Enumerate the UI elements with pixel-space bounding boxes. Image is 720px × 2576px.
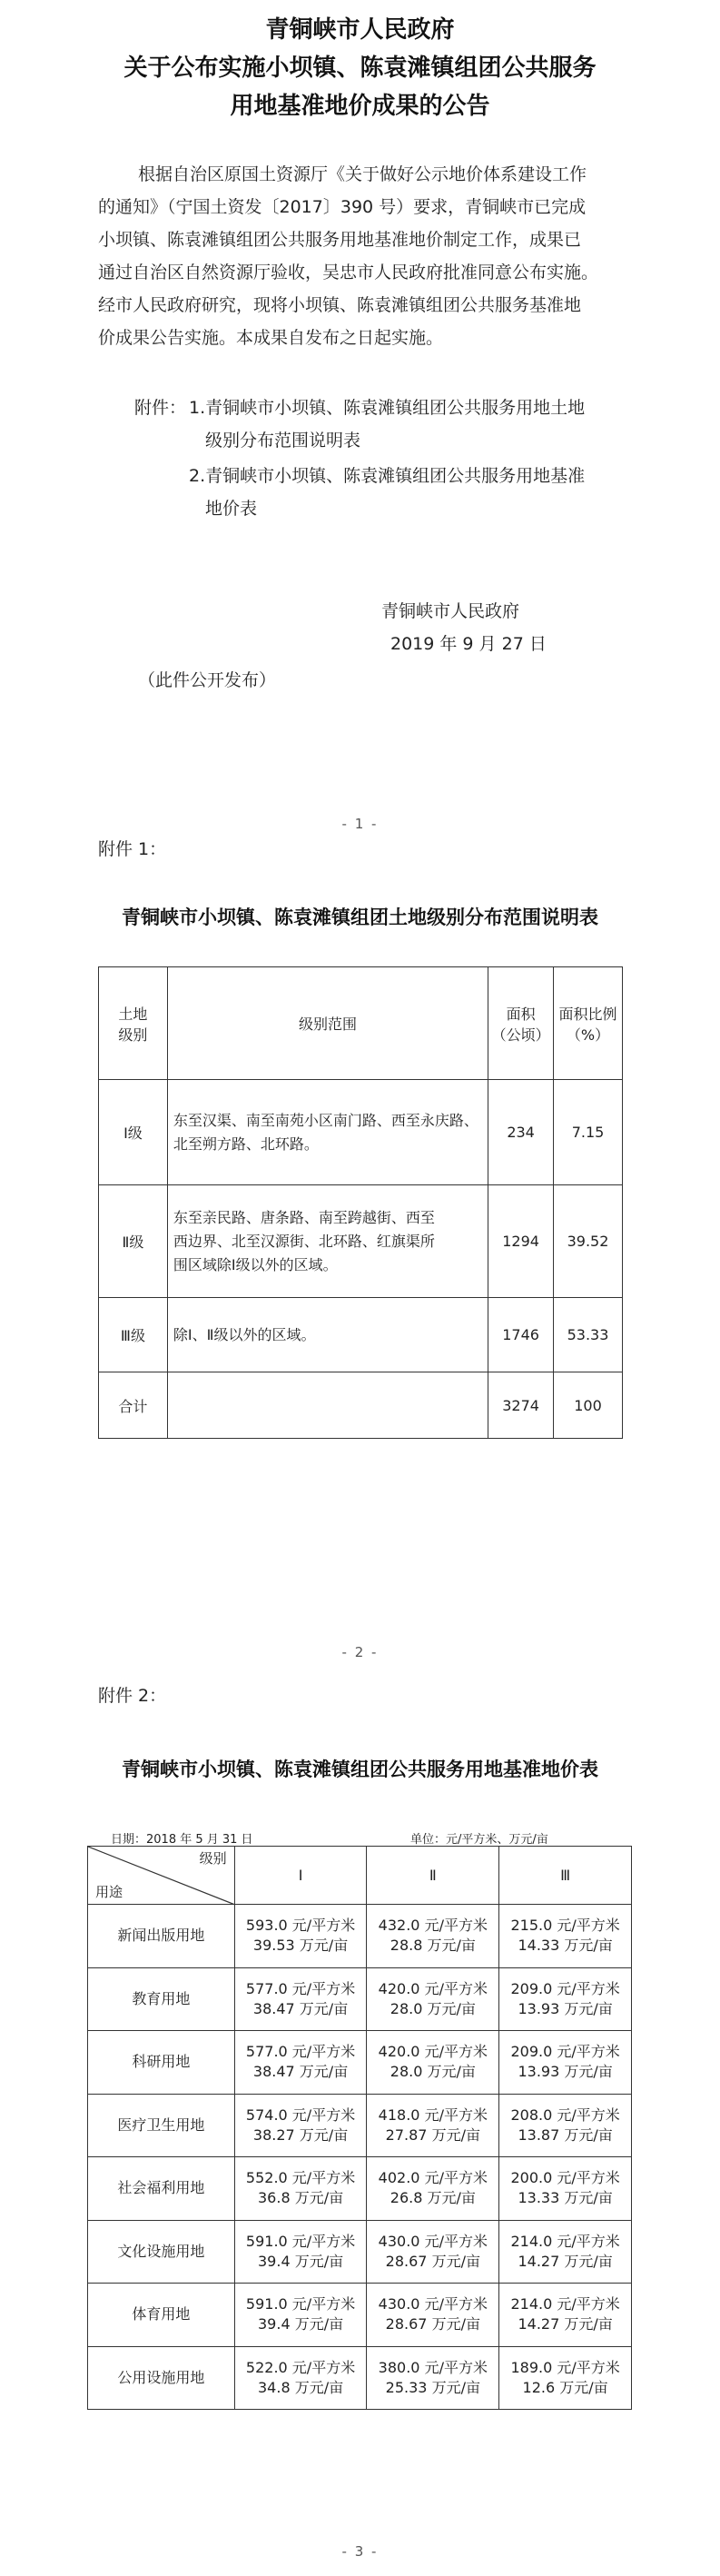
public-note: （此件公开发布） bbox=[138, 670, 277, 690]
attachment-1-line-1: 1.青铜峡市小坝镇、陈袁滩镇组团公共服务用地土地 bbox=[189, 398, 586, 418]
attachment-1-label: 附件 1： bbox=[98, 839, 167, 859]
price-per-sqm: 209.0 元/平方米 bbox=[510, 1979, 620, 1997]
page-number: - 3 - bbox=[341, 2543, 379, 2560]
price-cell bbox=[499, 2346, 632, 2410]
price-per-sqm: 577.0 元/平方米 bbox=[245, 2043, 356, 2061]
price-per-sqm: 522.0 元/平方米 bbox=[245, 2358, 356, 2376]
table-row-total bbox=[99, 1372, 623, 1439]
price-per-mu: 38.27 万元/亩 bbox=[252, 2125, 349, 2144]
price-cell bbox=[367, 1905, 499, 1968]
price-cell bbox=[234, 2157, 367, 2221]
range-cell bbox=[167, 1372, 488, 1439]
price-per-sqm: 209.0 元/平方米 bbox=[510, 2043, 620, 2061]
page-number: - 1 - bbox=[341, 816, 379, 832]
price-per-sqm: 593.0 元/平方米 bbox=[245, 1917, 356, 1935]
header-ratio: 面积比例 （%） bbox=[554, 967, 623, 1080]
price-cell bbox=[367, 2157, 499, 2221]
header-level: 土地 级别 bbox=[99, 967, 168, 1080]
table-row bbox=[99, 1080, 623, 1185]
price-cell bbox=[499, 1967, 632, 2031]
header-area: 面积 （公顷） bbox=[488, 967, 554, 1080]
ratio-cell: 7.15 bbox=[554, 1080, 623, 1185]
price-per-mu: 38.47 万元/亩 bbox=[252, 2063, 349, 2081]
price-per-mu: 28.67 万元/亩 bbox=[385, 2252, 480, 2270]
price-per-sqm: 577.0 元/平方米 bbox=[245, 1979, 356, 1997]
use-cell: 科研用地 bbox=[88, 2031, 235, 2095]
price-cell bbox=[234, 2220, 367, 2284]
price-per-mu: 36.8 万元/亩 bbox=[258, 2189, 344, 2207]
price-per-mu: 13.33 万元/亩 bbox=[518, 2189, 613, 2207]
price-per-mu: 13.93 万元/亩 bbox=[518, 2063, 613, 2081]
attachments-prefix: 附件： bbox=[134, 398, 187, 418]
price-cell bbox=[499, 2220, 632, 2284]
price-cell bbox=[234, 2284, 367, 2347]
price-per-sqm: 574.0 元/平方米 bbox=[245, 2105, 356, 2124]
price-per-mu: 39.4 万元/亩 bbox=[258, 2252, 344, 2270]
attachment-1-title: 青铜峡市小坝镇、陈袁滩镇组团土地级别分布范围说明表 bbox=[122, 907, 598, 928]
price-per-sqm: 380.0 元/平方米 bbox=[378, 2358, 488, 2376]
price-per-sqm: 402.0 元/平方米 bbox=[378, 2169, 488, 2187]
range-cell: 东至汉渠、南至南苑小区南门路、西至永庆路、 北至朔方路、北环路。 bbox=[167, 1080, 488, 1185]
price-per-mu: 39.4 万元/亩 bbox=[258, 2315, 344, 2333]
use-cell: 医疗卫生用地 bbox=[88, 2094, 235, 2157]
price-per-mu: 28.8 万元/亩 bbox=[390, 1937, 476, 1955]
price-per-mu: 25.33 万元/亩 bbox=[385, 2378, 480, 2396]
header-col-1: Ⅰ bbox=[234, 1847, 367, 1905]
price-per-sqm: 200.0 元/平方米 bbox=[510, 2169, 620, 2187]
price-per-sqm: 420.0 元/平方米 bbox=[378, 1979, 488, 1997]
price-cell bbox=[234, 2094, 367, 2157]
price-cell bbox=[234, 2346, 367, 2410]
level-cell: Ⅲ级 bbox=[99, 1298, 168, 1372]
price-cell bbox=[234, 1967, 367, 2031]
price-per-sqm: 214.0 元/平方米 bbox=[510, 2232, 620, 2250]
table-header-row bbox=[88, 1847, 632, 1905]
header-col-3: Ⅲ bbox=[499, 1847, 632, 1905]
level-range-table bbox=[98, 966, 623, 1439]
price-per-mu: 14.33 万元/亩 bbox=[518, 1937, 613, 1955]
attachment-2-label: 附件 2： bbox=[98, 1686, 167, 1706]
table-date-meta: 日期：2018 年 5 月 31 日 bbox=[111, 1833, 253, 1847]
attachment-2-title: 青铜峡市小坝镇、陈袁滩镇组团公共服务用地基准地价表 bbox=[122, 1759, 598, 1780]
table-header-row bbox=[99, 967, 623, 1080]
table-row bbox=[99, 1298, 623, 1372]
price-per-mu: 13.93 万元/亩 bbox=[518, 1999, 613, 2017]
paragraph-line: 经市人民政府研究，现将小坝镇、陈袁滩镇组团公共服务基准地 bbox=[98, 295, 582, 315]
notice-title-line-3: 用地基准地价成果的公告 bbox=[230, 93, 490, 120]
use-cell: 公用设施用地 bbox=[88, 2346, 235, 2410]
base-price-table bbox=[87, 1846, 632, 2410]
price-per-mu: 28.0 万元/亩 bbox=[390, 2063, 476, 2081]
attachment-2-line-1: 2.青铜峡市小坝镇、陈袁滩镇组团公共服务用地基准 bbox=[189, 466, 586, 486]
price-per-mu: 34.8 万元/亩 bbox=[258, 2378, 344, 2396]
ratio-cell: 39.52 bbox=[554, 1185, 623, 1298]
price-per-mu: 27.87 万元/亩 bbox=[385, 2125, 480, 2144]
area-cell: 1294 bbox=[488, 1185, 554, 1298]
price-cell bbox=[499, 2094, 632, 2157]
use-cell: 教育用地 bbox=[88, 1967, 235, 2031]
price-cell bbox=[367, 2094, 499, 2157]
page-number: - 2 - bbox=[341, 1644, 379, 1660]
table-row bbox=[88, 2220, 632, 2284]
price-per-sqm: 430.0 元/平方米 bbox=[378, 2232, 488, 2250]
price-per-mu: 28.67 万元/亩 bbox=[385, 2315, 480, 2333]
price-per-mu: 12.6 万元/亩 bbox=[522, 2378, 608, 2396]
notice-title-line-1: 青铜峡市人民政府 bbox=[265, 16, 455, 44]
price-cell bbox=[234, 2031, 367, 2095]
header-use-word: 用途 bbox=[95, 1884, 123, 1900]
price-cell bbox=[499, 2157, 632, 2221]
paragraph-line: 价成果公告实施。本成果自发布之日起实施。 bbox=[98, 328, 444, 348]
price-per-sqm: 208.0 元/平方米 bbox=[510, 2105, 620, 2124]
price-per-mu: 14.27 万元/亩 bbox=[518, 2252, 613, 2270]
table-row bbox=[88, 1967, 632, 2031]
attachment-1-line-2: 级别分布范围说明表 bbox=[205, 431, 361, 451]
header-range: 级别范围 bbox=[167, 967, 488, 1080]
area-cell: 3274 bbox=[488, 1372, 554, 1439]
price-per-sqm: 189.0 元/平方米 bbox=[510, 2358, 620, 2376]
issue-date: 2019 年 9 月 27 日 bbox=[390, 634, 547, 654]
range-cell: 除Ⅰ、Ⅱ级以外的区域。 bbox=[167, 1298, 488, 1372]
price-cell bbox=[367, 2284, 499, 2347]
price-per-sqm: 418.0 元/平方米 bbox=[378, 2105, 488, 2124]
price-per-mu: 39.53 万元/亩 bbox=[252, 1937, 349, 1955]
table-row bbox=[88, 2346, 632, 2410]
area-cell: 1746 bbox=[488, 1298, 554, 1372]
price-cell bbox=[367, 1967, 499, 2031]
header-level-word: 级别 bbox=[199, 1850, 227, 1867]
price-cell bbox=[367, 2031, 499, 2095]
use-cell: 新闻出版用地 bbox=[88, 1905, 235, 1968]
table-row bbox=[88, 2031, 632, 2095]
price-cell bbox=[367, 2220, 499, 2284]
signature: 青铜峡市人民政府 bbox=[381, 601, 520, 621]
header-col-2: Ⅱ bbox=[367, 1847, 499, 1905]
price-per-sqm: 215.0 元/平方米 bbox=[510, 1917, 620, 1935]
attachment-2-line-2: 地价表 bbox=[205, 499, 258, 519]
paragraph-line: 根据自治区原国土资源厅《关于做好公示地价体系建设工作 bbox=[138, 164, 587, 184]
price-per-sqm: 591.0 元/平方米 bbox=[245, 2295, 356, 2313]
table-row bbox=[88, 2157, 632, 2221]
header-diagonal-cell bbox=[88, 1847, 235, 1905]
price-cell bbox=[499, 2284, 632, 2347]
ratio-cell: 100 bbox=[554, 1372, 623, 1439]
ratio-cell: 53.33 bbox=[554, 1298, 623, 1372]
price-per-sqm: 430.0 元/平方米 bbox=[378, 2295, 488, 2313]
level-cell: 合计 bbox=[99, 1372, 168, 1439]
table-row bbox=[88, 1905, 632, 1968]
price-per-mu: 13.87 万元/亩 bbox=[518, 2125, 613, 2144]
level-cell: Ⅰ级 bbox=[99, 1080, 168, 1185]
price-per-sqm: 420.0 元/平方米 bbox=[378, 2043, 488, 2061]
paragraph-line: 小坝镇、陈袁滩镇组团公共服务用地基准地价制定工作，成果已 bbox=[98, 230, 582, 250]
price-cell bbox=[499, 2031, 632, 2095]
paragraph-line: 的通知》（宁国土资发〔2017〕390 号）要求，青铜峡市已完成 bbox=[98, 197, 587, 217]
use-cell: 体育用地 bbox=[88, 2284, 235, 2347]
notice-title-line-2: 关于公布实施小坝镇、陈袁滩镇组团公共服务 bbox=[123, 54, 597, 82]
price-per-sqm: 591.0 元/平方米 bbox=[245, 2232, 356, 2250]
use-cell: 文化设施用地 bbox=[88, 2220, 235, 2284]
price-per-mu: 14.27 万元/亩 bbox=[518, 2315, 613, 2333]
table-unit-meta: 单位：元/平方米、万元/亩 bbox=[410, 1833, 548, 1847]
range-cell: 东至亲民路、唐条路、南至跨越街、西至 西边界、北至汉源街、北环路、红旗渠所 围区域除Ⅰ级以外的区域。 bbox=[167, 1185, 488, 1298]
table-row bbox=[88, 2094, 632, 2157]
table-row bbox=[88, 2284, 632, 2347]
price-per-sqm: 432.0 元/平方米 bbox=[378, 1917, 488, 1935]
price-cell bbox=[499, 1905, 632, 1968]
table-row bbox=[99, 1185, 623, 1298]
paragraph-line: 通过自治区自然资源厅验收，吴忠市人民政府批准同意公布实施。 bbox=[98, 263, 599, 282]
price-per-mu: 26.8 万元/亩 bbox=[390, 2189, 476, 2207]
price-cell bbox=[367, 2346, 499, 2410]
price-per-mu: 28.0 万元/亩 bbox=[390, 1999, 476, 2017]
price-cell bbox=[234, 1905, 367, 1968]
area-cell: 234 bbox=[488, 1080, 554, 1185]
use-cell: 社会福利用地 bbox=[88, 2157, 235, 2221]
price-per-sqm: 214.0 元/平方米 bbox=[510, 2295, 620, 2313]
level-cell: Ⅱ级 bbox=[99, 1185, 168, 1298]
price-per-mu: 38.47 万元/亩 bbox=[252, 1999, 349, 2017]
price-per-sqm: 552.0 元/平方米 bbox=[245, 2169, 356, 2187]
